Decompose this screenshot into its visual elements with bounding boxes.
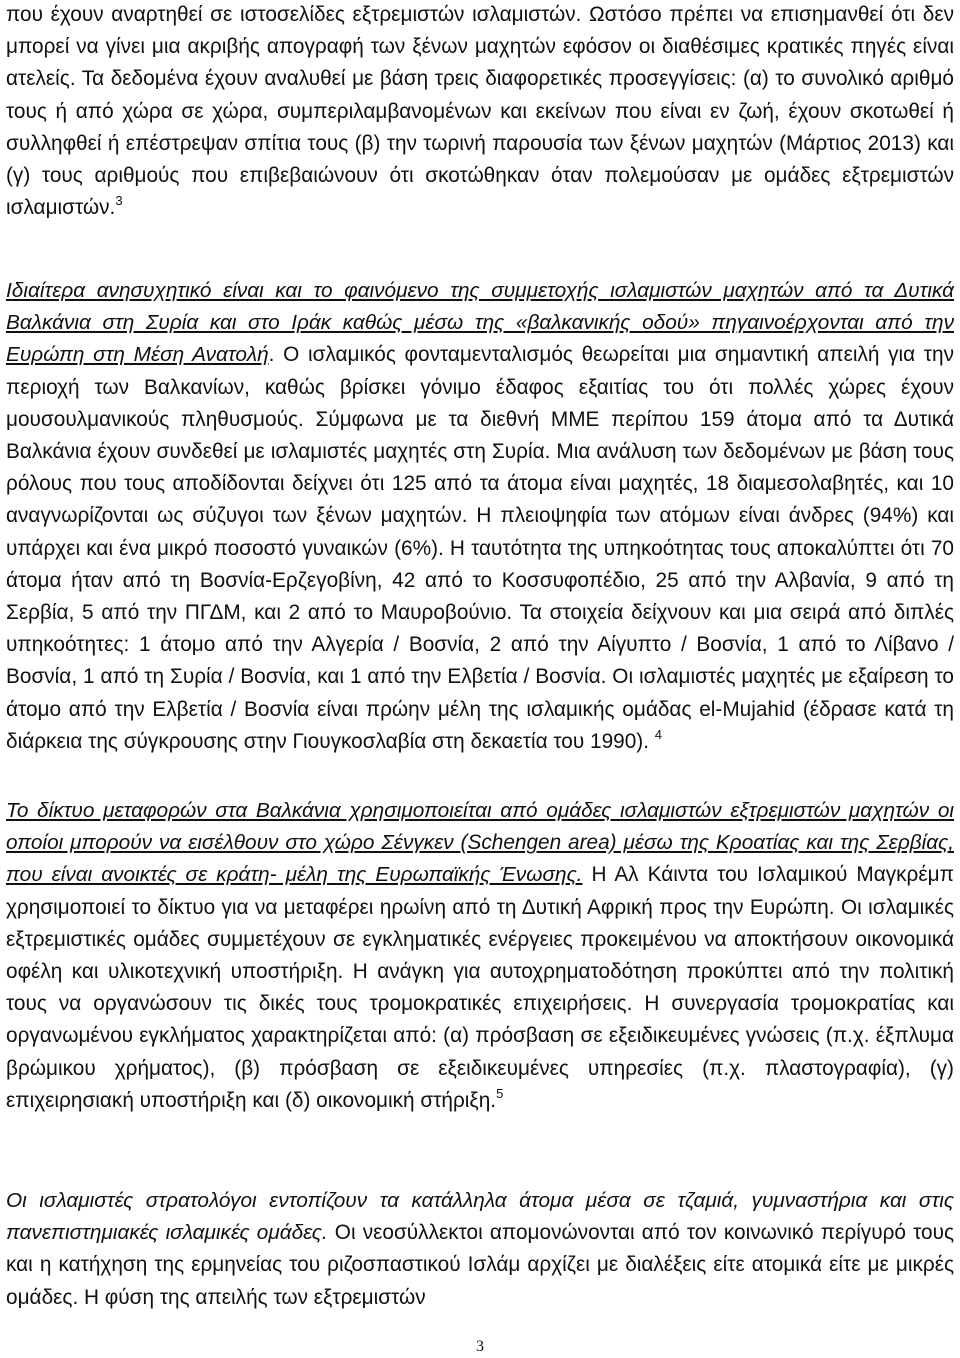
paragraph-text: . Ο ισλαμικός φονταμενταλισμός θεωρείται μια σημαντική απειλή για την περιοχή των Βαλκανίων, καθώς βρίσκει γόνιμο έδαφος εξαιτίας του ότι πολλές χώρες έχουν μουσουλμανικούς πληθυσμούς. Σύμφωνα με τα διεθνή ΜΜΕ περίπου 159 άτομα από τα Δυτικά Βαλκάνια έχουν συνδεθεί με ισλαμιστές μαχητές στη Συρία. Μια ανάλυση των δεδομένων με βάση τους ρόλους που τους αποδίδονται δείχνει ότι 125 από τα άτομα είναι μαχητές, 18 διαμεσολαβητές, και 10 αναγνωρίζονται ως σύζυγοι των ξένων μαχητών. Η πλειοψηφία των ατόμων είναι άνδρες (94%) και υπάρχει και ένα μικρό ποσοστό γυναικών (6%). Η ταυτότητα της υπηκοότητας τους αποκαλύπτει ότι 70 άτομα ήταν από τη Βοσνία-Ερζεγοβίνη, 42 από το Κοσσυφοπέδιο, 25 από την Αλβανία, 9 από τη Σερβία, 5 από την ΠΓΔΜ, και 2 από το Μαυροβούνιο. Τα στοιχεία δείχνουν και μια σειρά από διπλές υπηκοότητες: 1 άτομο από την Αλγερία / Βοσνία, 2 από την Αίγυπτο / Βοσνία, 1 από το Λίβανο / Βοσνία, 1 από τη Συρία / Βοσνία, και 1 από την Ελβετία / Βοσνία. Οι ισλαμιστές μαχητές με εξαίρεση το άτομο από την Ελβετία / Βοσνία είναι πρώην μέλη της ισλαμικής ομάδας el-Mujahid (έδρασε κατά τη διάρκεια της σύγκρουσης στην Γιουγκοσλαβία στη δεκαετία του 1990). [6, 343, 954, 753]
emphasis-text: Οι ισλαμιστές στρατολόγοι εντοπίζουν τα κατάλληλα άτομα μέσα σε τζαμιά, γυμναστήρια και στις πανεπιστημιακές ισλαμικές ομάδες. [6, 1189, 954, 1245]
paragraph-data-analysis [6, 0, 954, 224]
paragraph-balkan-fighters [6, 275, 954, 758]
paragraph-text: που έχουν αναρτηθεί σε ιστοσελίδες εξτρεμιστών ισλαμιστών. Ωστόσο πρέπει να επισημανθεί ότι δεν μπορεί να γίνει μια ακριβής απογραφή των ξένων μαχητών εφόσον οι διαθέσιμες κρατικές πηγές είναι ατελείς. Τα δεδομένα έχουν αναλυθεί με βάση τρεις διαφορετικές προσεγγίσεις: (α) το συνολικό αριθμό τους ή από χώρα σε χώρα, συμπεριλαμβανομένων και εκείνων που είναι εν ζωή, έχουν σκοτωθεί ή συλληφθεί ή επέστρεψαν σπίτια τους (β) την τωρινή παρουσία των ξένων μαχητών (Μάρτιος 2013) και (γ) τους αριθμούς που επιβεβαιώνουν ότι σκοτώθηκαν όταν πολεμούσαν με ομάδες εξτρεμιστών ισλαμιστών. [6, 3, 954, 220]
page-number: 3 [476, 1338, 484, 1355]
paragraph-recruiters [6, 1185, 954, 1314]
footnote-ref-3[interactable]: 3 [115, 193, 123, 209]
emphasis-text: Το δίκτυο μεταφορών στα Βαλκάνια χρησιμοποιείται από ομάδες ισλαμιστών εξτρεμιστών μαχητών οι οποίοι μπορούν να εισέλθουν στο χώρο Σένγκεν (Schengen area) μέσω της Κροατίας και της Σερβίας, που είναι ανοικτές σε κράτη- μέλη της Ευρωπαϊκής Ένωσης. [6, 799, 954, 887]
paragraph-text: Η Αλ Κάιντα του Ισλαμικού Μαγκρέμπ χρησιμοποιεί το δίκτυο για να μεταφέρει ηρωίνη από τη Δυτική Αφρική προς την Ευρώπη. Οι ισλαμικές εξτρεμιστικές ομάδες συμμετέχουν σε εγκληματικές ενέργειες προκειμένου να αποκτήσουν οικονομικά οφέλη και υλικοτεχνική υποστήριξη. Η ανάγκη για αυτοχρηματοδότηση προκύπτει από την πολιτική τους να οργανώσουν τις δικές τους τρομοκρατικές επιχειρήσεις. Η συνεργασία τρομοκρατίας και οργανωμένου εγκλήματος χαρακτηρίζεται από: (α) πρόσβαση σε εξειδικευμένες γνώσεις (π.χ. έξπλυμα βρώμικου χρήματος), (β) πρόσβαση σε εξειδικευμένες υπηρεσίες (π.χ. πλαστογραφία), (γ) επιχειρησιακή υποστήριξη και (δ) οικονομική στήριξη. [6, 863, 954, 1112]
document-page [6, 0, 954, 1358]
paragraph-transport-network [6, 795, 954, 1117]
emphasis-text: Ιδιαίτερα ανησυχητικό είναι και το φαινόμενο της συμμετοχής ισλαμιστών μαχητών από τα Δυτικά Βαλκάνια στη Συρία και στο Ιράκ καθώς μέσω της «βαλκανικής οδού» πηγαινοέρχονται από την Ευρώπη στη Μέση Ανατολή [6, 279, 954, 367]
paragraph-text: Οι νεοσύλλεκτοι απομονώνονται από τον κοινωνικό περίγυρό τους και η κατήχηση της ερμηνείας του ριζοσπαστικού Ισλάμ αρχίζει με διαλέξεις είτε ατομικά είτε με μικρές ομάδες. Η φύση της απειλής των εξτρεμιστών [6, 1221, 955, 1309]
footnote-ref-4[interactable]: 4 [654, 726, 662, 742]
footnote-ref-5[interactable]: 5 [496, 1085, 504, 1101]
